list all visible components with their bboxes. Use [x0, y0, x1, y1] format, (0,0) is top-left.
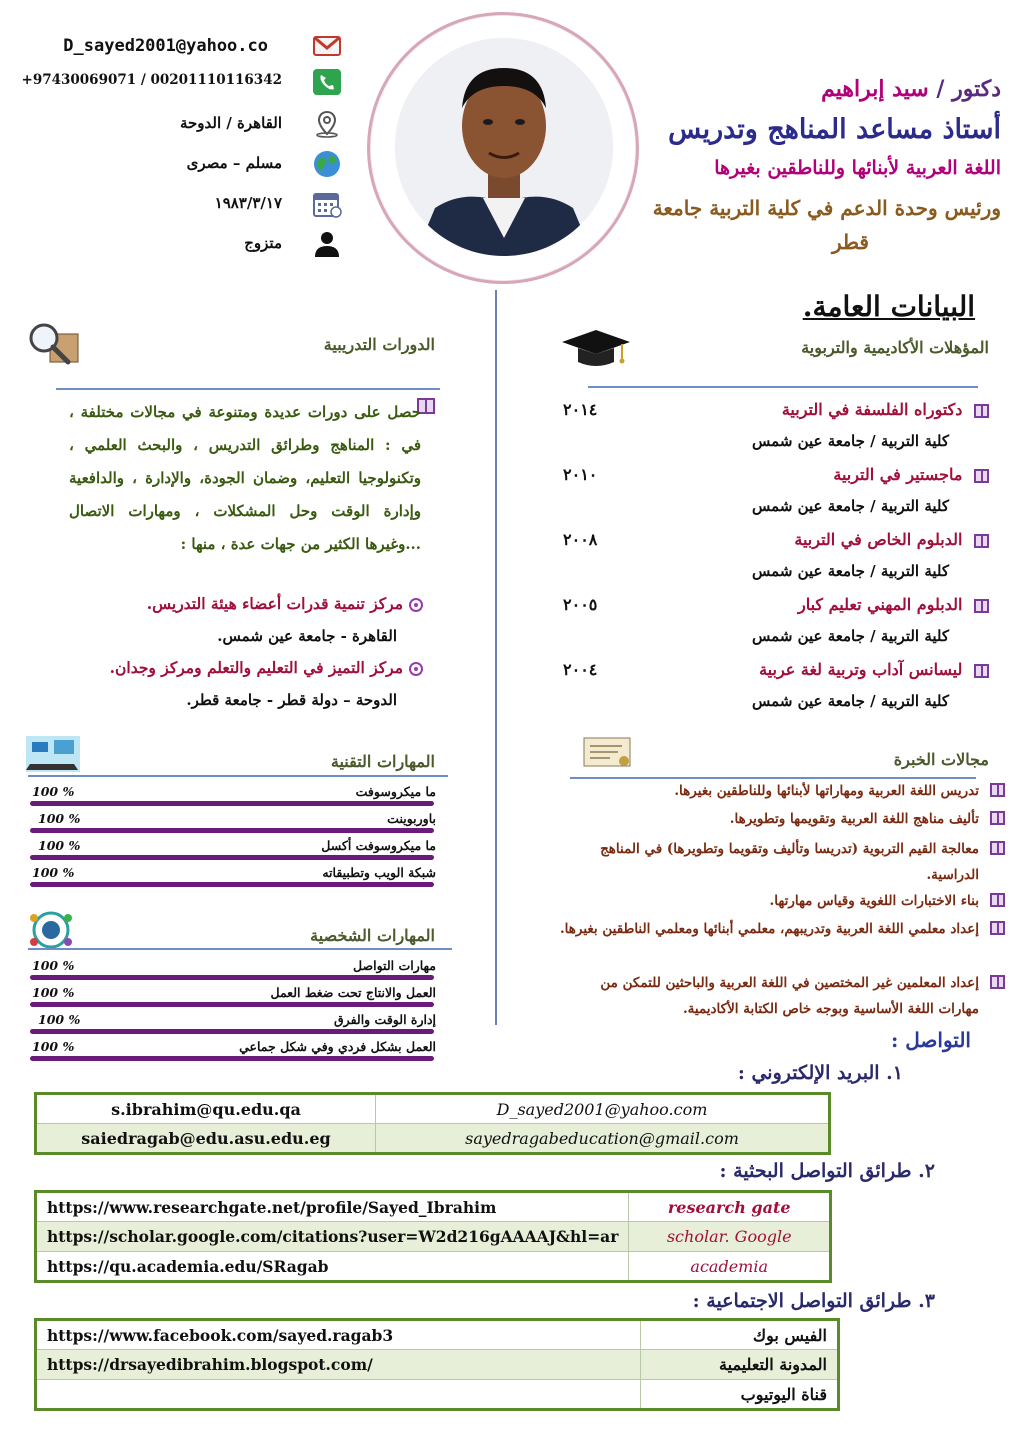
research-label: academia: [629, 1252, 831, 1282]
header-birthdate: [30, 190, 350, 220]
research-label: research gate: [629, 1192, 831, 1222]
phone-icon: [312, 68, 342, 96]
skill-percent: 100 %: [38, 838, 81, 853]
center-divider: [495, 290, 497, 1025]
training-center-place: الدوحة – دولة قطر - جامعة قطر.: [186, 691, 397, 709]
book-bullet-icon: [990, 783, 1005, 797]
qualification-year: ٢٠٠٨: [563, 530, 598, 549]
qualification-title-row: [782, 400, 989, 419]
courses-description: حصل على دورات عديدة ومتنوعة في مجالات مختلفة ، في : المناهج وطرائق التدريس ، والبحث العلمي ، وتكنولوجيا التعليم، وضمان الجودة، والإدارة ، والدافعية وإدارة الوقت وحل المشكلات ، ومهارات الاتصال ...وغيرها الكثير من جهات عدة ، منها :: [69, 403, 421, 553]
social-subheading: ٣. طرائق التواصل الاجتماعية :: [692, 1290, 935, 1312]
email-link[interactable]: sayedragabeducation@gmail.com: [376, 1124, 830, 1154]
person-icon: [312, 230, 342, 258]
training-center-name: مركز تنمية قدرات أعضاء هيئة التدريس.: [146, 594, 403, 613]
qualification-title-row: [798, 595, 989, 614]
skill-name: العمل بشكل فردي وفي شكل جماعي: [239, 1039, 436, 1054]
skill-name: باوربوينت: [387, 811, 436, 826]
qualification-title: ماجستير في التربية: [833, 465, 963, 484]
certificate-icon: [580, 734, 636, 770]
personal-skills-underline: [28, 948, 452, 950]
social-url[interactable]: https://drsayedibrahim.blogspot.com/: [36, 1350, 641, 1380]
table-row: [36, 1094, 830, 1124]
qualification-institution: كلية التربية / جامعة عين شمس: [752, 497, 949, 515]
experience-item: [559, 888, 979, 914]
header-religion-text: مسلم – مصرى: [186, 154, 282, 172]
header-email: [30, 32, 350, 62]
general-info-heading: البيانات العامة.: [802, 290, 975, 323]
personal-skill-item: [30, 1010, 440, 1037]
title-specialty: اللغة العربية لأبنائها وللناطقين بغيرها: [714, 157, 1001, 179]
experience-text: بناء الاختبارات اللغوية وقياس مهارتها.: [769, 893, 979, 909]
mail-icon: [312, 32, 342, 60]
courses-underline: [56, 388, 440, 390]
title-position: أستاذ مساعد المناهج وتدريس: [668, 114, 1001, 145]
ring-bullet-icon: [409, 598, 423, 612]
qualification-institution: كلية التربية / جامعة عين شمس: [752, 562, 949, 580]
qualification-institution: كلية التربية / جامعة عين شمس: [752, 692, 949, 710]
technology-icon: [26, 736, 80, 772]
header-birthdate-text: ١٩٨٣/٣/١٧: [214, 194, 282, 212]
ring-bullet-icon: [409, 662, 423, 676]
personal-skill-item: [30, 956, 440, 983]
technical-skills-underline: [28, 775, 448, 777]
qualification-item: [559, 660, 989, 724]
title-name-line: [821, 76, 1001, 102]
skill-percent: 100 %: [38, 1012, 81, 1027]
qualification-title-row: [759, 660, 989, 679]
qualification-year: ٢٠٠٥: [563, 595, 598, 614]
social-table: [34, 1318, 840, 1411]
title-role-line2: قطر: [831, 230, 869, 254]
globe-icon: [312, 150, 342, 178]
skill-bar: [30, 1029, 434, 1034]
skill-name: ما ميكروسوفت أكسل: [321, 838, 436, 853]
skill-name: شبكة الويب وتطبيقاته: [322, 865, 436, 880]
qualification-year: ٢٠٠٤: [563, 660, 598, 679]
training-center-place: القاهرة - جامعة عين شمس.: [217, 627, 397, 645]
table-row: [36, 1222, 831, 1252]
personal-skill-item: [30, 1037, 440, 1064]
research-table: [34, 1190, 832, 1283]
skill-bar: [30, 801, 434, 806]
book-bullet-icon: [990, 811, 1005, 825]
book-bullet-icon: [974, 534, 989, 548]
courses-heading: الدورات التدريبية: [323, 335, 435, 354]
technical-skill-item: [30, 809, 440, 836]
technical-skill-item: [30, 782, 440, 809]
experience-text: إعداد المعلمين غير المختصين في اللغة العربية والباحثين للتمكن من مهارات اللغة الأساسية وبوجه خاص الكتابة الأكاديمية.: [600, 975, 979, 1017]
skill-percent: 100 %: [32, 784, 75, 799]
skill-name: ما ميكروسوفت: [355, 784, 436, 799]
profile-photo: [395, 38, 613, 256]
research-label: scholar. Google: [629, 1222, 831, 1252]
experience-text: تدريس اللغة العربية ومهاراتها لأبنائها وللناطقين بغيرها.: [674, 783, 979, 799]
header-marital-text: متزوج: [244, 234, 282, 252]
skill-name: العمل والانتاج تحت ضغط العمل: [270, 985, 436, 1000]
experience-item: [559, 970, 979, 1022]
experience-text: إعداد معلمي اللغة العربية وتدريبهم، معلمي أبنائها ومعلمي الناطقين بغيرها.: [559, 921, 979, 937]
social-label: الفيس بوك: [641, 1320, 839, 1350]
qualification-item: [559, 595, 989, 659]
skill-bar: [30, 975, 434, 980]
research-url[interactable]: https://www.researchgate.net/profile/Sayed_Ibrahim: [36, 1192, 629, 1222]
skill-percent: 100 %: [32, 865, 75, 880]
book-bullet-icon: [974, 404, 989, 418]
personal-skill-item: [30, 983, 440, 1010]
skill-name: مهارات التواصل: [353, 958, 436, 973]
skill-bar: [30, 1056, 434, 1061]
qualification-year: ٢٠١٠: [563, 465, 598, 484]
calendar-icon: [312, 190, 342, 218]
research-subheading: ٢. طرائق التواصل البحثية :: [719, 1160, 935, 1182]
personal-skills-heading: المهارات الشخصية: [310, 926, 435, 945]
magnifier-icon: [24, 320, 82, 366]
table-row: [36, 1124, 830, 1154]
skill-bar: [30, 828, 434, 833]
qualification-institution: كلية التربية / جامعة عين شمس: [752, 432, 949, 450]
qualification-title-row: [794, 530, 989, 549]
header-location-text: القاهرة / الدوحة: [179, 114, 282, 132]
social-label: قناة اليوتيوب: [641, 1380, 839, 1410]
title-prefix: دكتور /: [936, 76, 1001, 102]
technical-skill-item: [30, 836, 440, 863]
social-label: المدونة التعليمية: [641, 1350, 839, 1380]
qualification-title-row: [833, 465, 989, 484]
qualifications-underline: [588, 386, 978, 388]
training-center-name: مركز التميز في التعليم والتعلم ومركز وجدان.: [109, 658, 403, 677]
experience-heading: مجالات الخبرة: [893, 750, 989, 769]
training-center-item: [147, 594, 423, 613]
table-row: [36, 1350, 839, 1380]
table-row: [36, 1192, 831, 1222]
social-url[interactable]: [36, 1380, 641, 1410]
book-bullet-icon: [974, 469, 989, 483]
experience-item: [559, 836, 979, 888]
header-phones: [21, 68, 350, 98]
email-link[interactable]: D_sayed2001@yahoo.com: [376, 1094, 830, 1124]
experience-text: معالجة القيم التربوية (تدريسا وتأليف وتقويما وتطويرها) في المناهج الدراسية.: [600, 841, 979, 883]
book-bullet-icon: [990, 841, 1005, 855]
email-link[interactable]: saiedragab@edu.asu.edu.eg: [36, 1124, 376, 1154]
skill-bar: [30, 1002, 434, 1007]
skill-percent: 100 %: [32, 958, 75, 973]
research-url[interactable]: https://qu.academia.edu/SRagab: [36, 1252, 629, 1282]
book-bullet-icon: [990, 975, 1005, 989]
qualifications-heading: المؤهلات الأكاديمية والتربوية: [801, 338, 989, 357]
header-religion: [30, 150, 350, 180]
table-row: [36, 1320, 839, 1350]
header-email-text: D_sayed2001@yahoo.co: [63, 36, 268, 56]
qualification-title: الدبلوم الخاص في التربية: [794, 530, 963, 549]
experience-item: [559, 778, 979, 804]
social-url[interactable]: https://www.facebook.com/sayed.ragab3: [36, 1320, 641, 1350]
email-table: [34, 1092, 831, 1155]
skill-percent: 100 %: [32, 985, 75, 1000]
header-phones-text: +97430069071 / 00201110116342: [21, 72, 282, 88]
title-role-line1: ورئيس وحدة الدعم في كلية التربية جامعة: [652, 196, 1001, 220]
experience-item: [559, 806, 979, 832]
experience-text: تأليف مناهج اللغة العربية وتقويمها وتطويرها.: [729, 811, 979, 827]
book-bullet-icon: [974, 599, 989, 613]
header-location: [30, 110, 350, 140]
skill-name: إدارة الوقت والفرق: [333, 1012, 436, 1027]
qualification-item: [559, 465, 989, 529]
qualification-title: ليسانس آداب وتربية لغة عربية: [759, 660, 963, 679]
book-bullet-icon: [990, 893, 1005, 907]
skill-percent: 100 %: [32, 1039, 75, 1054]
qualification-title: الدبلوم المهني تعليم كبار: [797, 595, 963, 614]
contact-heading: التواصل :: [890, 1028, 971, 1052]
qualification-title: دكتوراه الفلسفة في التربية: [781, 400, 963, 419]
skill-percent: 100 %: [38, 811, 81, 826]
qualification-year: ٢٠١٤: [563, 400, 598, 419]
graduation-cap-icon: [560, 328, 632, 372]
experience-item: [559, 916, 979, 942]
technical-skill-item: [30, 863, 440, 890]
personal-skills-icon: [26, 910, 76, 950]
person-name: سيد إبراهيم: [821, 76, 929, 102]
email-subheading: ١. البريد الإلكتروني :: [737, 1062, 903, 1084]
header-marital: [30, 230, 350, 260]
email-link[interactable]: s.ibrahim@qu.edu.qa: [36, 1094, 376, 1124]
skill-bar: [30, 855, 434, 860]
qualification-item: [559, 530, 989, 594]
table-row: [36, 1252, 831, 1282]
location-pin-icon: [312, 110, 342, 138]
qualification-institution: كلية التربية / جامعة عين شمس: [752, 627, 949, 645]
book-bullet-icon: [990, 921, 1005, 935]
training-center-item: [110, 658, 423, 677]
skill-bar: [30, 882, 434, 887]
qualification-item: [559, 400, 989, 464]
book-bullet-icon: [974, 664, 989, 678]
research-url[interactable]: https://scholar.google.com/citations?user=W2d216gAAAAJ&hl=ar: [36, 1222, 629, 1252]
technical-skills-heading: المهارات التقنية: [330, 752, 435, 771]
table-row: [36, 1380, 839, 1410]
